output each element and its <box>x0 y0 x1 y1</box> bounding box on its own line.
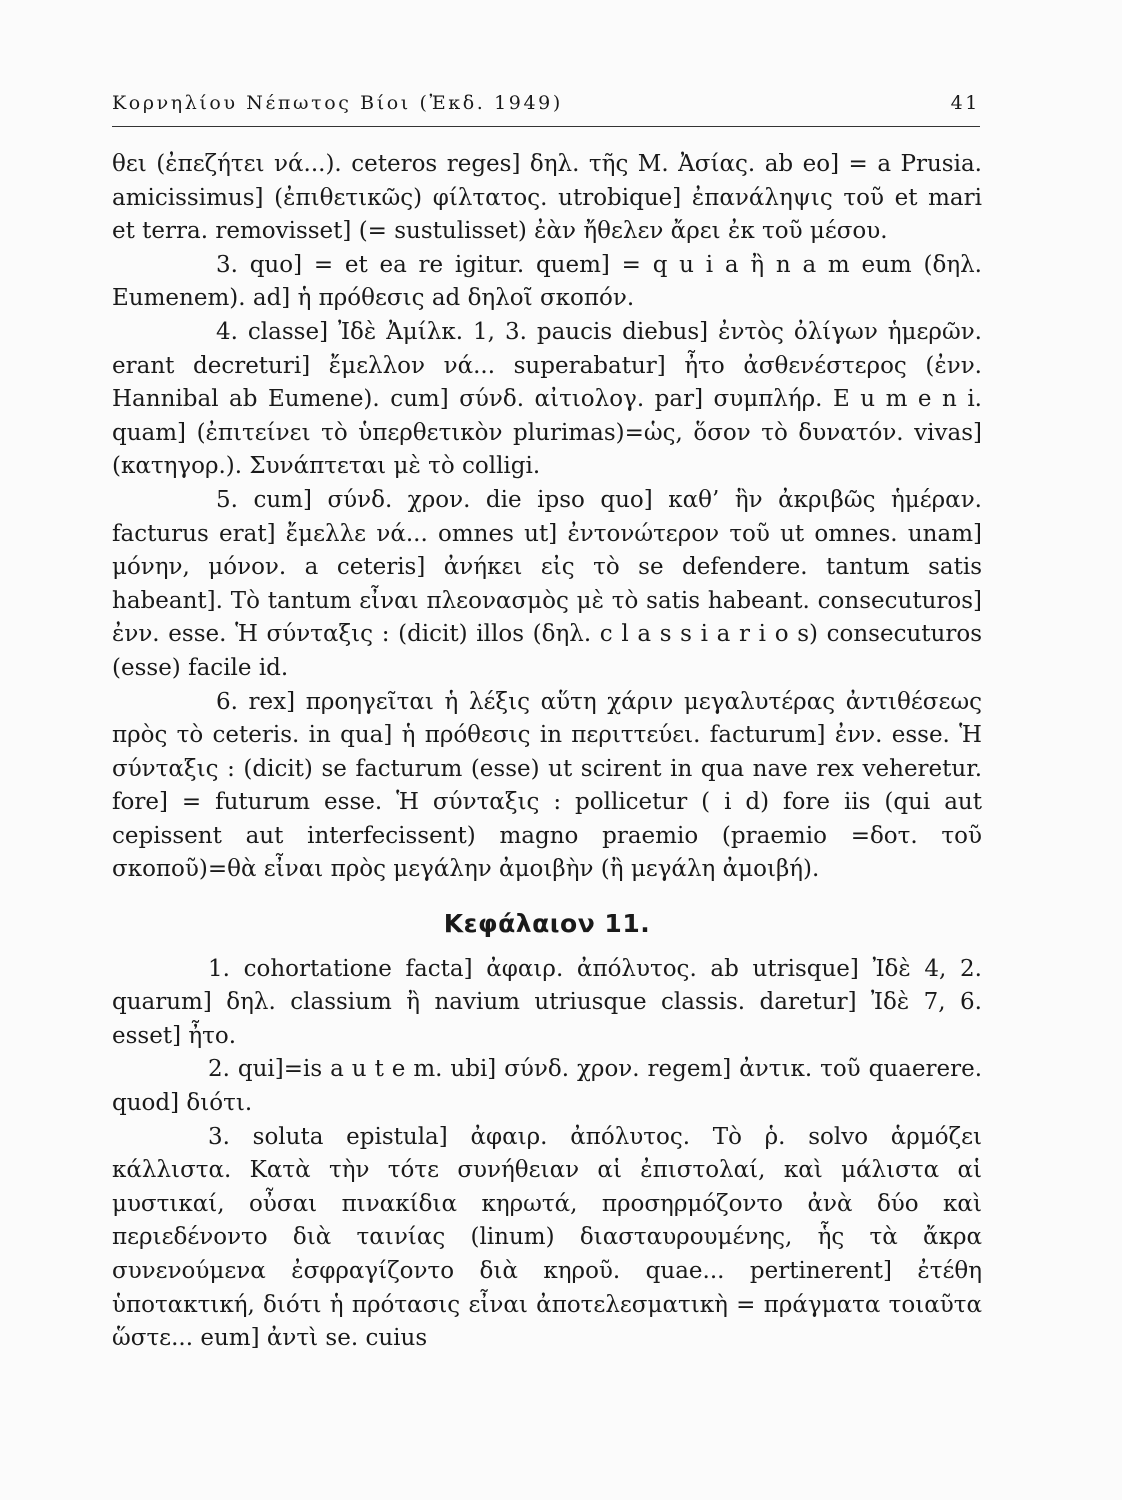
running-header <box>112 92 980 114</box>
page-body <box>112 148 982 1356</box>
paragraph-ch11-note-3: 3. soluta epistula] ἀφαιρ. ἀπόλυτος. Τὸ ῥ. solvo ἁρμόζει κάλλιστα. Κατὰ τὴν τότε συνήθειαν αἱ ἐπιστολαί, καὶ μάλιστα αἱ μυστικαί, οὖσαι πινακίδια κηρωτά, προσηρμόζοντο ἀνὰ δύο καὶ περιεδένοντο διὰ ταινίας (linum) διασταυρουμένης, ἧς τὰ ἄκρα συνενούμενα ἐσφραγίζοντο διὰ κηροῦ. quae... pertinerent] ἐτέθη ὑποτακτική, διότι ἡ πρότασις εἶναι ἀποτελεσματικὴ = πράγματα τοιαῦτα ὥστε... eum] ἀντὶ se. cuius <box>112 1123 982 1352</box>
paragraph-note-5: 5. cum] σύνδ. χρον. die ipso quo] καθ’ ἣν ἀκριβῶς ἡμέραν. facturus erat] ἔμελλε νά... omnes ut] ἐντονώτερον τοῦ ut omnes. unam] μόνην, μόνον. a ceteris] ἀνήκει εἰς τὸ se defendere. tantum satis habeant]. Τὸ tantum εἶναι πλεονασμὸς μὲ τὸ satis habeant. consecuturos] ἐνν. esse. Ἡ σύνταξις : (dicit) illos (δηλ. c l a s s i a r i o s) consecuturos (esse) facile id. <box>112 486 982 681</box>
paragraph-ch11-note-1: 1. cohortatione facta] ἀφαιρ. ἀπόλυτος. ab utrisque] Ἰδὲ 4, 2. quarum] δηλ. classium ἢ navium utriusque classis. daretur] Ἰδὲ 7, 6. esset] ἦτο. <box>112 955 982 1049</box>
paragraph-note-4: 4. classe] Ἰδὲ Ἀμίλκ. 1, 3. paucis diebus] ἐντὸς ὀλίγων ἡμερῶν. erant decreturi] ἔμελλον νά... superabatur] ἦτο ἀσθενέστερος (ἐνν. Hannibal ab Eumene). cum] σύνδ. αἰτιολογ. par] συμπλήρ. E u m e n i. quam] (ἐπιτείνει τὸ ὑπερθετικὸν plurimas)=ὡς, ὅσον τὸ δυνατόν. vivas] (κατηγορ.). Συνάπτεται μὲ τὸ colligi. <box>112 318 982 480</box>
running-title: Κορνηλίου Νέπωτος Βίοι (Ἐκδ. 1949) <box>112 92 563 114</box>
paragraph-note-3: 3. quo] = et ea re igitur. quem] = q u i a ἢ n a m eum (δηλ. Eumenem). ad] ἡ πρόθεσις ad δηλοῖ σκοπόν. <box>112 251 982 312</box>
paragraph-ch11-note-2: 2. qui]=is a u t e m. ubi] σύνδ. χρον. regem] ἀντικ. τοῦ quaerere. quod] διότι. <box>112 1056 982 1117</box>
page-number: 41 <box>950 92 980 114</box>
paragraph-note-6: 6. rex] προηγεῖται ἡ λέξις αὕτη χάριν μεγαλυτέρας ἀντιθέσεως πρὸς τὸ ceteris. in qua] ἡ πρόθεσις in περιττεύει. facturum] ἐνν. esse. Ἡ σύνταξις : (dicit) se facturum (esse) ut scirent in qua nave rex veheretur. fore] = futurum esse. Ἡ σύνταξις : pollicetur ( i d) fore iis (qui aut cepissent aut interfecissent) magno praemio (praemio =δοτ. τοῦ σκοποῦ)=θὰ εἶναι πρὸς μεγάλην ἀμοιβὴν (ἢ μεγάλη ἀμοιβή). <box>112 688 982 883</box>
header-rule <box>112 126 980 127</box>
chapter-heading: Κεφάλαιον 11. <box>443 909 651 939</box>
paragraph-continuation: θει (ἐπεζήτει νά...). ceteros reges] δηλ. τῆς Μ. Ἀσίας. ab eo] = a Prusia. amicissimus] (ἐπιθετικῶς) φίλτατος. utrobique] ἐπανάληψις τοῦ et mari et terra. removisset] (= sustulisset) ἐὰν ἤθελεν ἄρει ἐκ τοῦ μέσου. <box>112 151 982 245</box>
